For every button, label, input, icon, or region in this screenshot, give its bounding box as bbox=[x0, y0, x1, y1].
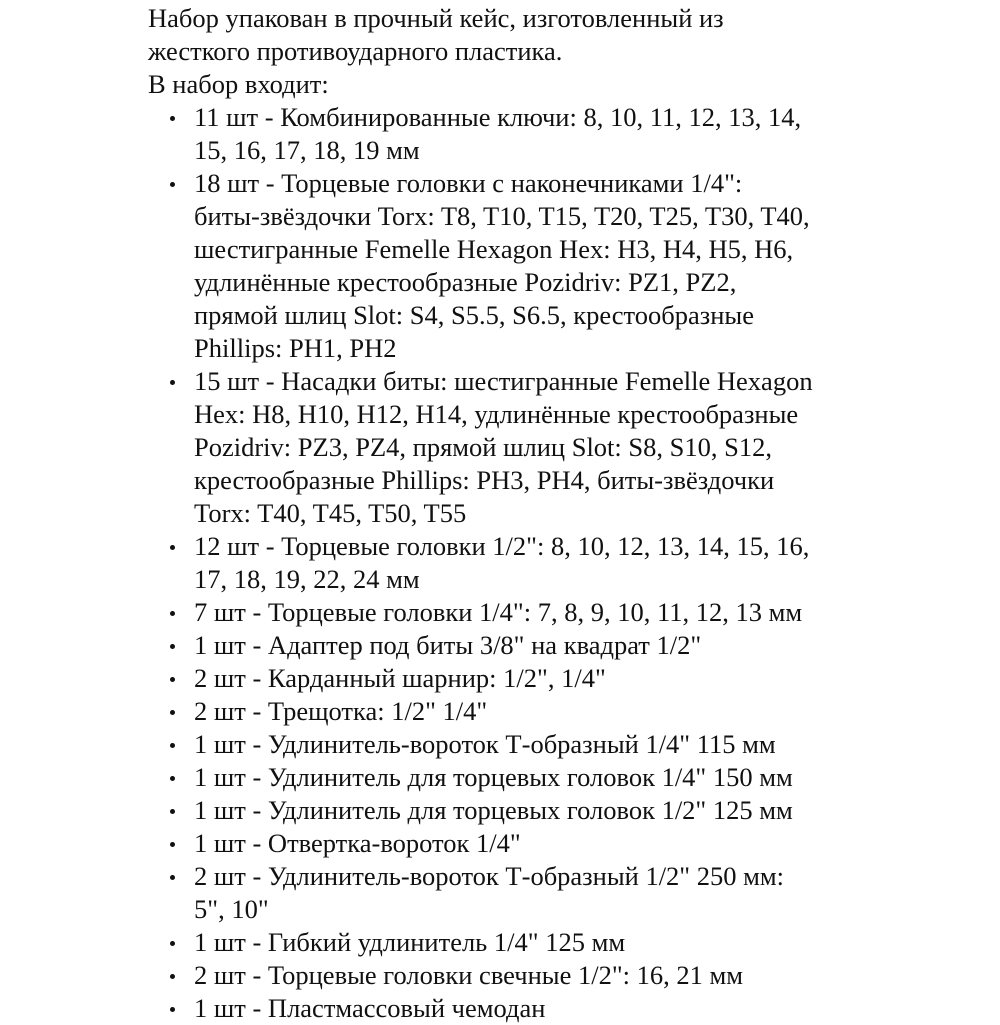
bullet-icon bbox=[170, 809, 175, 814]
list-item-text: 5", 10" bbox=[194, 894, 269, 924]
list-item bbox=[148, 662, 868, 695]
bullet-icon bbox=[170, 611, 175, 616]
intro-paragraph bbox=[148, 2, 868, 101]
list-item bbox=[148, 761, 868, 794]
bullet-icon bbox=[170, 182, 175, 187]
list-item-text: 2 шт - Трещотка: 1/2" 1/4" bbox=[194, 696, 488, 726]
list-item-text: удлинённые крестообразные Pozidriv: PZ1, PZ2, bbox=[194, 267, 737, 297]
bullet-icon bbox=[170, 842, 175, 847]
document-body bbox=[148, 2, 868, 1025]
list-item bbox=[148, 101, 868, 167]
list-item-text: 1 шт - Пластмассовый чемодан bbox=[194, 993, 546, 1023]
list-item-text: крестообразные Phillips: PH3, PH4, биты-звёздочки bbox=[194, 465, 775, 495]
list-item-text: 15 шт - Насадки биты: шестигранные Femelle Hexagon bbox=[194, 366, 813, 396]
list-item-text: 1 шт - Удлинитель для торцевых головок 1/4" 150 мм bbox=[194, 762, 793, 792]
list-item-text: 11 шт - Комбинированные ключи: 8, 10, 11, 12, 13, 14, bbox=[194, 102, 802, 132]
list-item-text: 15, 16, 17, 18, 19 мм bbox=[194, 135, 420, 165]
list-item bbox=[148, 167, 868, 365]
bullet-icon bbox=[170, 776, 175, 781]
list-item-text: 1 шт - Отвертка-вороток 1/4" bbox=[194, 828, 521, 858]
list-item bbox=[148, 530, 868, 596]
list-item-text: 1 шт - Гибкий удлинитель 1/4" 125 мм bbox=[194, 927, 626, 957]
list-item-text: биты-звёздочки Torx: T8, T10, T15, T20, T25, T30, T40, bbox=[194, 201, 810, 231]
list-item-text: 18 шт - Торцевые головки с наконечниками 1/4": bbox=[194, 168, 743, 198]
list-item bbox=[148, 728, 868, 761]
list-item bbox=[148, 629, 868, 662]
bullet-icon bbox=[170, 974, 175, 979]
list-item bbox=[148, 827, 868, 860]
intro-line: жесткого противоударного пластика. bbox=[148, 36, 563, 66]
list-item-text: 17, 18, 19, 22, 24 мм bbox=[194, 564, 420, 594]
list-item-text: Phillips: PH1, PH2 bbox=[194, 333, 397, 363]
list-item-text: 12 шт - Торцевые головки 1/2": 8, 10, 12, 13, 14, 15, 16, bbox=[194, 531, 810, 561]
list-item-text: Pozidriv: PZ3, PZ4, прямой шлиц Slot: S8, S10, S12, bbox=[194, 432, 772, 462]
list-item bbox=[148, 959, 868, 992]
list-item bbox=[148, 695, 868, 728]
list-item-text: 2 шт - Торцевые головки свечные 1/2": 16, 21 мм bbox=[194, 960, 744, 990]
list-item-text: 1 шт - Удлинитель-вороток Т-образный 1/4" 115 мм bbox=[194, 729, 776, 759]
bullet-icon bbox=[170, 875, 175, 880]
bullet-icon bbox=[170, 677, 175, 682]
bullet-icon bbox=[170, 1007, 175, 1012]
list-item-text: 2 шт - Удлинитель-вороток Т-образный 1/2" 250 мм: bbox=[194, 861, 785, 891]
list-item-text: Hex: H8, H10, H12, H14, удлинённые крестообразные bbox=[194, 399, 799, 429]
list-item bbox=[148, 794, 868, 827]
bullet-icon bbox=[170, 116, 175, 121]
list-item-text: прямой шлиц Slot: S4, S5.5, S6.5, крестообразные bbox=[194, 300, 754, 330]
bullet-icon bbox=[170, 380, 175, 385]
list-item-text: шестигранные Femelle Hexagon Hex: H3, H4, H5, H6, bbox=[194, 234, 794, 264]
list-item bbox=[148, 365, 868, 530]
list-item bbox=[148, 596, 868, 629]
bullet-icon bbox=[170, 743, 175, 748]
list-item-text: 1 шт - Удлинитель для торцевых головок 1/2" 125 мм bbox=[194, 795, 793, 825]
list-item-text: 2 шт - Карданный шарнир: 1/2", 1/4" bbox=[194, 663, 606, 693]
intro-line: Набор упакован в прочный кейс, изготовленный из bbox=[148, 3, 724, 33]
list-item-text: 1 шт - Адаптер под биты 3/8" на квадрат 1/2" bbox=[194, 630, 702, 660]
bullet-icon bbox=[170, 545, 175, 550]
list-item bbox=[148, 926, 868, 959]
bullet-icon bbox=[170, 710, 175, 715]
list-item bbox=[148, 860, 868, 926]
list-item-text: Torx: T40, T45, T50, T55 bbox=[194, 498, 467, 528]
list-item bbox=[148, 992, 868, 1025]
bullet-icon bbox=[170, 644, 175, 649]
bullet-icon bbox=[170, 941, 175, 946]
set-contents-heading: В набор входит: bbox=[148, 69, 329, 99]
list-item-text: 7 шт - Торцевые головки 1/4": 7, 8, 9, 10, 11, 12, 13 мм bbox=[194, 597, 803, 627]
contents-list bbox=[148, 101, 868, 1025]
